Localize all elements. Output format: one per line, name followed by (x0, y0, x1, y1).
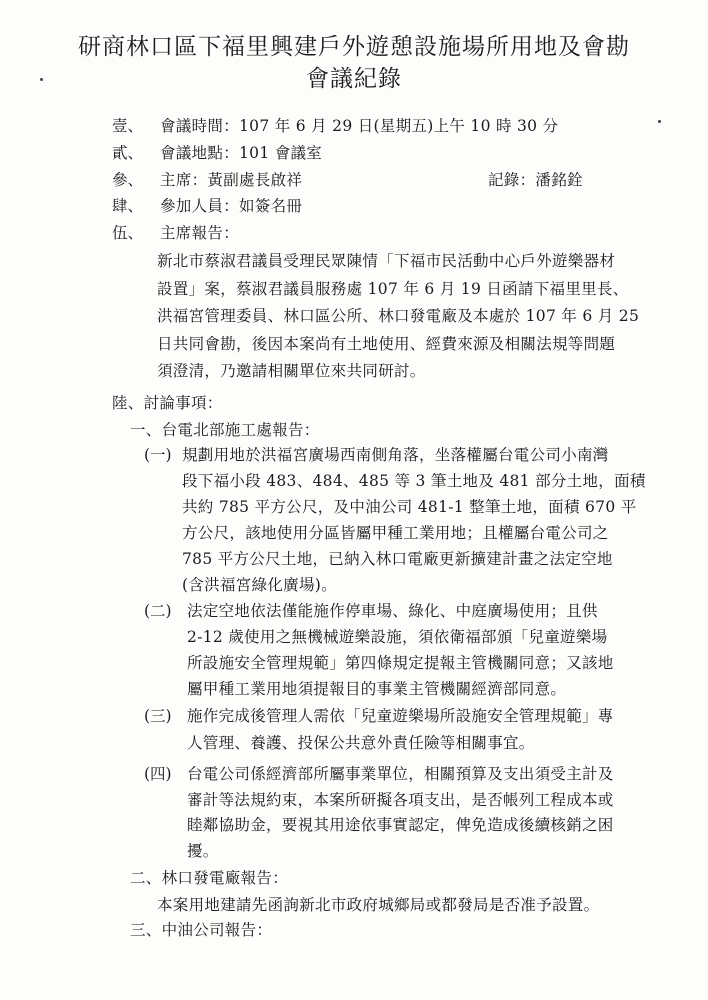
point-1-line: 規劃用地於洪福宮廣場西南側角落，坐落權屬台電公司小南灣 (182, 446, 609, 464)
item-number-4: 肆、 (112, 197, 144, 215)
point-1-number: (一) (144, 446, 172, 464)
point-1-line: 共約 785 平方公尺，及中油公司 481-1 整筆土地，面積 670 平 (182, 498, 637, 516)
point-4-line: 台電公司係經濟部所屬事業單位，相關預算及支出須受主計及 (187, 765, 614, 783)
section-2-heading: 二、林口發電廠報告： (130, 869, 289, 887)
point-3-line: 人管理、養護、投保公共意外責任險等相關事宜。 (187, 734, 535, 752)
meeting-place: 會議地點：101 會議室 (160, 144, 323, 162)
point-2-number: (二) (144, 602, 172, 620)
document-title: 研商林口區下福里興建戶外遊憩設施場所用地及會勘 (78, 34, 630, 60)
point-1-line: 段下福小段 483、484、485 等 3 筆土地及 481 部分土地，面積 (182, 472, 646, 490)
item-number-1: 壹、 (112, 117, 144, 135)
meeting-time: 會議時間：107 年 6 月 29 日(星期五)上午 10 時 30 分 (160, 117, 559, 135)
document-subtitle: 會議紀錄 (306, 66, 402, 92)
point-2-line: 所設施安全管理規範」第四條規定提報主管機關同意；又該地 (187, 654, 614, 672)
item-number-2: 貳、 (112, 144, 144, 162)
meeting-attendees: 參加人員：如簽名冊 (160, 197, 303, 215)
section-1-heading: 一、台電北部施工處報告： (130, 421, 320, 439)
point-1-line: 785 平方公尺土地，已納入林口電廠更新擴建計畫之法定空地 (182, 550, 613, 568)
point-2-line: 屬甲種工業用地須提報目的事業主管機關經濟部同意。 (187, 680, 567, 698)
point-1-line: (含洪福宮綠化廣場)。 (182, 576, 337, 594)
point-1-line: 方公尺，該地使用分區皆屬甲種工業用地；且權屬台電公司之 (182, 524, 609, 542)
chair-report-line: 日共同會勘，後因本案尚有土地使用、經費來源及相關法規等問題 (157, 335, 616, 353)
point-4-line: 審計等法規約束，本案所研擬各項支出，是否帳列工程成本或 (187, 791, 614, 809)
meeting-chair: 主席：黃副處長啟祥 (160, 171, 303, 189)
point-4-number: (四) (144, 765, 172, 783)
chair-report-line: 洪福宮管理委員、林口區公所、林口發電廠及本處於 107 年 6 月 25 (157, 307, 640, 325)
point-2-line: 法定空地依法僅能施作停車場、綠化、中庭廣場使用；且供 (187, 602, 598, 620)
point-3-number: (三) (144, 707, 172, 725)
scan-speck (658, 120, 661, 123)
discussion-heading: 陸、討論事項： (112, 394, 223, 412)
item-number-5: 伍、 (112, 224, 144, 242)
section-3-heading: 三、中油公司報告： (130, 921, 273, 939)
chair-report-line: 須澄清，乃邀請相關單位來共同研討。 (157, 362, 426, 380)
meeting-recorder: 記錄：潘銘銓 (488, 171, 583, 189)
item-number-3: 參、 (112, 171, 144, 189)
point-3-line: 施作完成後管理人需依「兒童遊樂場所設施安全管理規範」專 (187, 707, 614, 725)
chair-report-line: 新北市蔡淑君議員受理民眾陳情「下福市民活動中心戶外遊樂器材 (157, 252, 616, 270)
chair-report-line: 設置」案，蔡淑君議員服務處 107 年 6 月 19 日函請下福里里長、 (157, 280, 629, 298)
point-4-line: 擾。 (187, 842, 219, 860)
point-2-line: 2-12 歲使用之無機械遊樂設施，須依衛福部頒「兒童遊樂場 (187, 628, 608, 646)
point-4-line: 睦鄰協助金，要視其用途依事實認定，俾免造成後續核銷之困 (187, 816, 614, 834)
chair-report-heading: 主席報告： (160, 224, 240, 242)
section-2-text: 本案用地建請先函詢新北市政府城鄉局或都發局是否准予設置。 (157, 896, 600, 914)
